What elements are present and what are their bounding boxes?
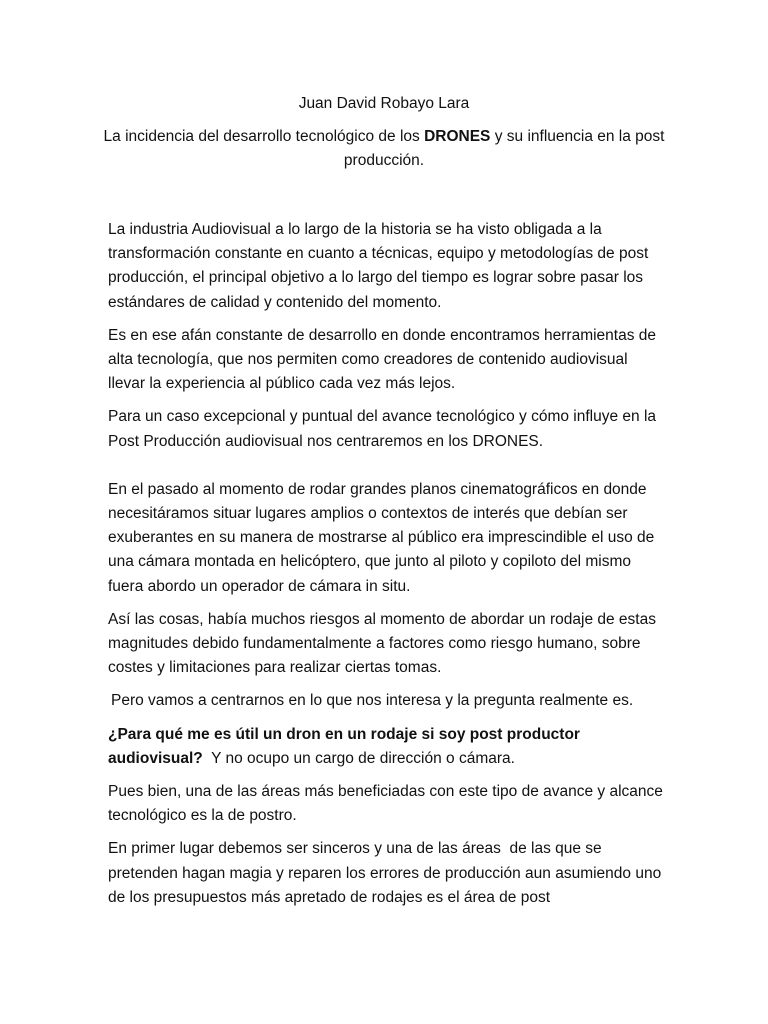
paragraph-9: En primer lugar debemos ser sinceros y una de las áreas de las que se pretenden hagan magia y reparen los errores de producción aun asumiendo uno de los presupuestos más apretado de rodajes es el área de post [108,840,666,906]
paragraph-8: Pues bien, una de las áreas más beneficiadas con este tipo de avance y alcance tecnológico es la de postro. [108,783,663,825]
paragraph-7-rest: Y no ocupo un cargo de dirección o cámara. [202,749,515,767]
document-title [100,125,668,173]
paragraph-6: Pero vamos a centrarnos en lo que nos interesa y la pregunta realmente es. [111,692,634,710]
paragraph-5: Así las cosas, había muchos riesgos al momento de abordar un rodaje de estas magnitudes debido fundamentalmente a factores como riesgo humano, sobre costes y limitaciones para realizar ciertas tomas. [108,610,656,677]
document-body [108,218,668,919]
paragraph-7 [108,723,668,771]
paragraph-3: Para un caso excepcional y puntual del avance tecnológico y cómo influye en la Post Producción audiovisual nos centraremos en los DRONES. [108,408,657,450]
title-text-post: y su influencia en la post producción. [343,128,665,169]
author-name: Juan David Robayo Lara [298,95,470,112]
title-text-bold: DRONES [424,128,491,145]
paragraph-4: En el pasado al momento de rodar grandes planos cinematográficos en donde necesitáramos situar lugares amplios o contextos de interés que debían ser exuberantes en su manera de mostrarse al público era imprescindible el uso de una cámara montada en helicóptero, que junto al piloto y copiloto del mismo fuera abordo un operador de cámara in situ. [108,480,655,595]
title-text-pre: La incidencia del desarrollo tecnológico de los [103,128,425,145]
paragraph-2: Es en ese afán constante de desarrollo en donde encontramos herramientas de alta tecnología, que nos permiten como creadores de contenido audiovisual llevar la experiencia al público cada vez más lejos. [108,326,657,393]
paragraph-1: La industria Audiovisual a lo largo de la historia se ha visto obligada a la transformación constante en cuanto a técnicas, equipo y metodologías de post producción, el principal objetivo a lo largo del tiempo es lograr sobre pasar los estándares de calidad y contenido del momento. [108,221,649,311]
paragraph-7-question: ¿Para qué me es útil un dron en un rodaje si soy post productor audiovisual? [108,725,580,767]
